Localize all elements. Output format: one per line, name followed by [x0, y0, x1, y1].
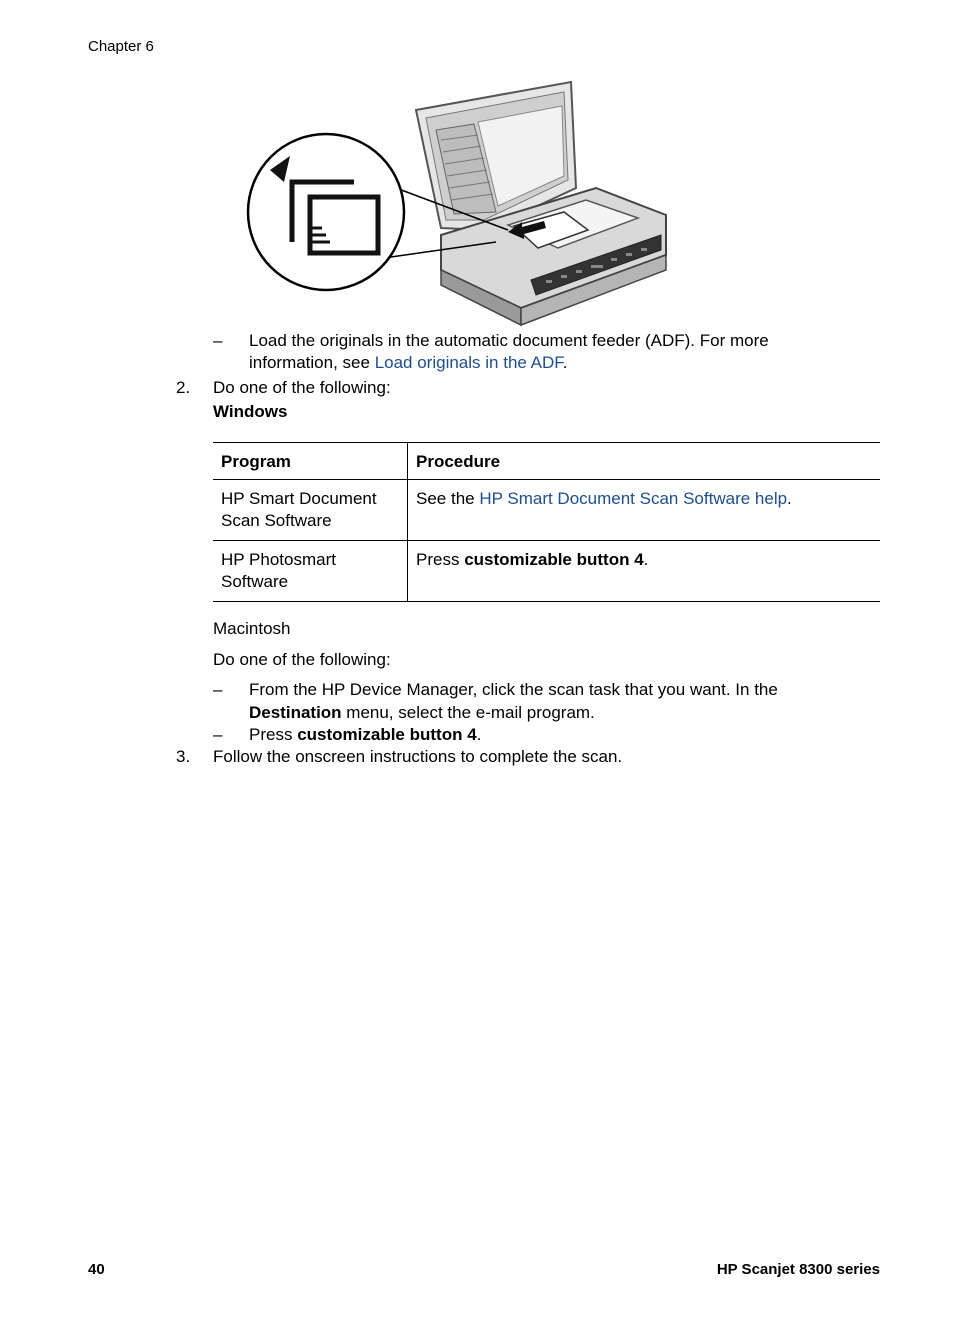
period: .: [476, 725, 482, 744]
macintosh-heading: Macintosh: [213, 619, 291, 638]
program-name-line1: HP Photosmart: [221, 550, 336, 569]
program-cell: [213, 480, 408, 541]
list-dash: –: [213, 725, 223, 744]
procedure-cell: [408, 480, 881, 541]
procedure-cell: [408, 541, 881, 602]
procedure-prefix: See the: [416, 489, 480, 508]
column-header-program: Program: [213, 443, 408, 480]
load-originals-adf-link[interactable]: Load originals in the ADF: [374, 353, 563, 372]
table-row: [213, 480, 880, 541]
mac-option-2: [249, 724, 481, 746]
mac-option-2-prefix: Press: [249, 725, 298, 744]
windows-heading: Windows: [213, 402, 288, 421]
procedure-prefix: Press: [416, 550, 465, 569]
adf-instruction-prefix: information, see: [249, 353, 375, 372]
adf-instruction-line2: [249, 352, 567, 374]
period: .: [643, 550, 649, 569]
scanner-illustration-icon: [246, 80, 672, 330]
step-3-text: Follow the onscreen instructions to complete the scan.: [213, 747, 623, 766]
step-2-number: 2.: [176, 378, 191, 397]
program-name-line2: Software: [221, 572, 289, 591]
page-number: 40: [88, 1261, 105, 1278]
list-dash: –: [213, 331, 223, 350]
mac-option-1-rest: menu, select the e-mail program.: [341, 703, 595, 722]
mac-option-1-line2: [249, 702, 595, 724]
column-header-procedure: Procedure: [408, 443, 881, 480]
chapter-header: Chapter 6: [88, 38, 154, 55]
procedure-bold: customizable button 4: [464, 550, 644, 569]
period: .: [787, 489, 792, 508]
table-row: [213, 541, 880, 602]
adf-instruction-line1: Load the originals in the automatic document feeder (ADF). For more: [249, 331, 769, 350]
mac-option-1-line1: From the HP Device Manager, click the scan task that you want. In the: [249, 680, 778, 699]
step-3-number: 3.: [176, 747, 191, 766]
program-cell: [213, 541, 408, 602]
step-2-text: Do one of the following:: [213, 378, 391, 397]
procedure-table: [213, 442, 880, 602]
period: .: [562, 353, 568, 372]
mac-option-2-bold: customizable button 4: [297, 725, 477, 744]
table-header-row: [213, 443, 880, 480]
smart-document-scan-help-link[interactable]: HP Smart Document Scan Software help: [479, 489, 788, 508]
macintosh-intro: Do one of the following:: [213, 650, 391, 669]
destination-menu-label: Destination: [249, 703, 342, 722]
product-name: HP Scanjet 8300 series: [716, 1261, 880, 1278]
list-dash: –: [213, 680, 223, 699]
program-name-line2: Scan Software: [221, 511, 332, 530]
program-name-line1: HP Smart Document: [221, 489, 377, 508]
